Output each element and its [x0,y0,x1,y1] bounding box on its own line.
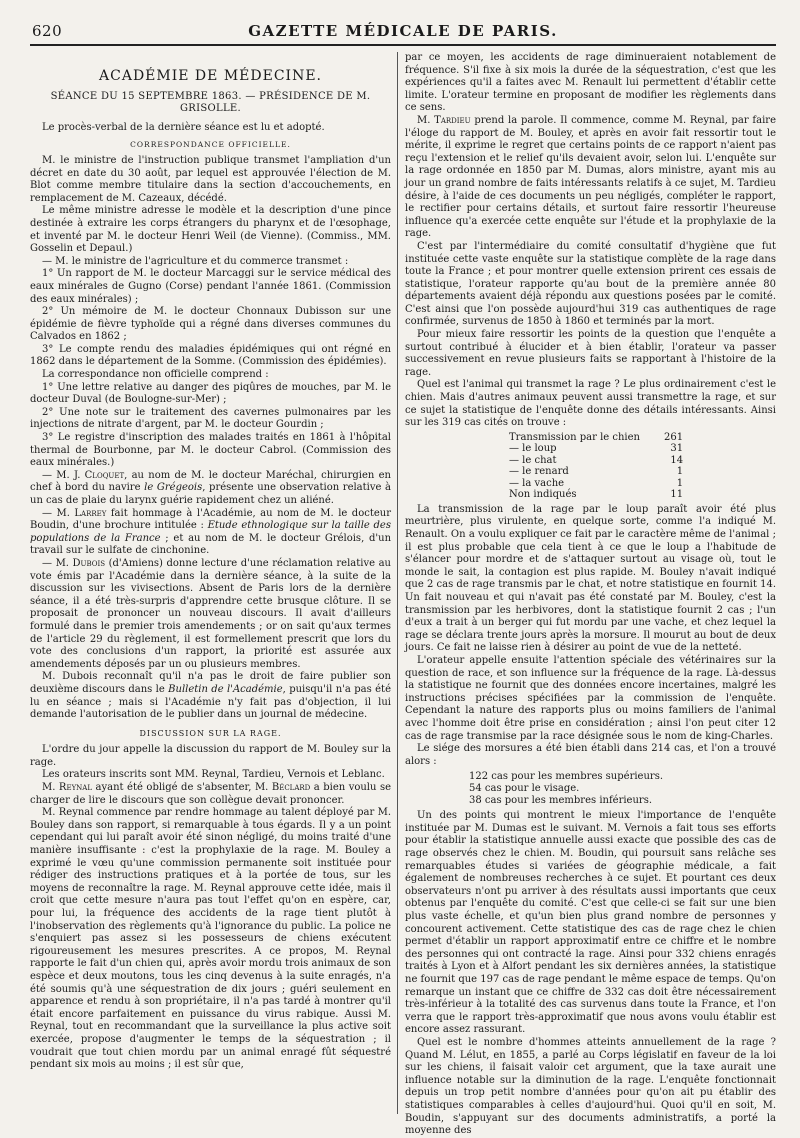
table-row: — le chat 14 [509,454,684,466]
table-row: — le loup 31 [509,443,684,455]
column-divider [397,52,398,1114]
speaker-name: M. Dubois [55,557,106,569]
paragraph: La correspondance non officielle comprend : [42,369,269,381]
paragraph: — M. le ministre de l'agriculture et du commerce transmet : [42,255,349,267]
list-item: 54 cas pour le visage. [469,783,580,795]
paragraph: 3° Le registre d'inscription des malades traités en 1861 à l'hôpital thermal de Bourbonne, par M. le docteur Cabrol. (Commission des eaux minérales.) [30,432,391,469]
paragraph: 1° Une lettre relative au danger des piqûres de mouches, par M. le docteur Duval (de Boulogne-sur-Mer) ; [30,381,391,406]
paragraph: Un des points qui montrent le mieux l'importance de l'enquête instituée par M. Dumas est le suivant. M. Vernois a fait tous ses efforts pour établir la statistique annuelle aussi exacte que possible des cas de rage observés chez le chien. M. Boudin, qui poursuit sans relâche ses remarquables études si variées de géographie médicale, a fait également de nombreuses recherches à ce sujet. Et pourtant ces deux observateurs n'ont pu arriver à des résultats aussi importants que ceux obtenus par l'enquête du comité. C'est que celle-ci se fait sur une bien plus vaste échelle, et qu'un bien plus grand nombre de personnes y concourent activement. Cette statistique des cas de rage chez le chien permet d'établir un rapport approximatif entre ce chiffre et le nombre des personnes qui ont contracté la rage. Ainsi pour 332 chiens enragés traités à Lyon et à Alfort pendant les six dernières années, la statistique ne fournit que 197 cas de rage pendant le même espace de temps. Qu'on remarque un instant que ce chiffre de 332 cas doit être nécessairement très-inférieur à la totalité des cas survenus dans toute la France, et l'on verra que le rapport très-approximatif que nous avons voulu établir est encore assez rassurant. [405,810,776,1036]
paragraph: Le siége des morsures a été bien établi dans 214 cas, et l'on a trouvé alors : [405,743,776,767]
page-header [30,18,776,46]
table-row: Non indiqués 11 [509,489,684,501]
paragraph: M. Reynal ayant été obligé de s'absenter, M. Béclard a bien voulu se charger de lire le discours que son collègue devait prononcer. [30,782,392,806]
brochure-title: Etude ethnologique sur la taille des populations de la France [30,520,391,544]
paragraph: Le procès-verbal de la dernière séance est lu et adopté. [42,121,325,133]
paragraph: — M. J. Cloquet, au nom de M. le docteur Maréchal, chirurgien en chef à bord du navire le Grégeois, présente une observation relative à un cas de plaie du larynx guérie rapidement chez un aliéné. [30,469,392,506]
speaker-name: M. Béclard [254,782,311,794]
table-row: — la vache 1 [509,477,684,489]
paragraph: Quel est le nombre d'hommes atteints annuellement de la rage ? Quand M. Lélut, en 1855, a parlé au Corps législatif en faveur de la loi sur les chiens, il faisait valoir cet argument, que la taxe aurait une influence notable sur la diminution de la rage. L'enquête fonctionnait depuis un trop petit nombre d'années pour qu'on ait pu établir des statistiques comparables à celles d'aujourd'hui. Quoi qu'il en soit, M. Boudin, s'appuyant sur des documents administratifs, a porté la moyenne des [405,1036,776,1137]
subheading-correspondance: CORRESPONDANCE OFFICIELLE. [130,140,291,150]
list-item: 38 cas pour les membres inférieurs. [469,795,653,807]
paragraph: M. le ministre de l'instruction publique transmet l'ampliation d'un décret en date du 30 août, par lequel est approuvée l'élection de M. Blot comme membre titulaire dans la section d'accouchements, en remplacement de M. Cazeaux, décédé. [30,154,391,204]
paragraph: M. Reynal commence par rendre hommage au talent déployé par M. Bouley dans son rapport, si remarquable à tous égards. Il y a un point cependant qui lui paraît avoir été sinon négligé, du moins traité d'une manière insuffisante : c'est la prophylaxie de la rage. M. Bouley a exprimé le vœu qu'une commission permanente soit instituée pour rédiger des instructions pratiques et à la portée de tous, sur les moyens de reconnaître la rage. M. Reynal approuve cette idée, mais il croit que cette mesure n'aura pas tout l'effet qu'on en espère, car, pour lui, la fréquence des accidents de la rage tient plutôt à l'inobservation des règlements qu'à l'ignorance du public. La police ne s'enquiert pas assez si les possesseurs de chiens exécutent rigoureusement les mesures prescrites. A ce propos, M. Reynal rapporte le fait d'un chien qui, après avoir mordu trois animaux de son espèce et deux moutons, tous les cinq devenus à la suite enragés, n'a été soumis qu'à une séquestration de dix jours ; guéri seulement en apparence et rendu à son propriétaire, il n'a pas tardé à montrer qu'il était encore parfaitement en puissance du virus rabique. Aussi M. Reynal, tout en recommandant que la surveillance la plus active soit exercée, propose d'augmenter le temps de la séquestration ; il voudrait que tout chien mordu par un animal enragé fût séquestré pendant six mois au moins ; il est sûr que, [30,807,391,1071]
table-row: Transmission par le chien 261 [509,431,684,443]
table-row: — le renard 1 [509,466,684,478]
paragraph: — M. Larrey fait hommage à l'Académie, au nom de M. le docteur Boudin, d'une brochure intitulée : Etude ethnologique sur la taille des populations de la France ; et au nom de M. le docteur Grélois, d'un travail sur le sulfate de cinchonine. [30,507,392,557]
section-heading: ACADÉMIE DE MÉDECINE. [99,68,322,84]
speaker-name: M. J. Cloquet [56,469,125,481]
paragraph: 2° Une note sur le traitement des cavernes pulmonaires par les injections de nitrate d'argent, par M. le docteur Gourdin ; [30,406,391,431]
speaker-name: M. Larrey [56,507,107,519]
paragraph: Quel est l'animal qui transmet la rage ? Le plus ordinairement c'est le chien. Mais d'autres animaux peuvent aussi transmettre la rage, et sur ce sujet la statistique de l'enquête donne des détails intéressants. Ainsi sur les 319 cas cités on trouve : [405,379,776,429]
right-column [405,52,776,1137]
paragraph: 1° Un rapport de M. le docteur Marcaggi sur le service médical des eaux minérales de Gugno (Corse) pendant l'année 1861. (Commission des eaux minérales) ; [30,268,391,305]
seance-line: SÉANCE DU 15 SEPTEMBRE 1863. — PRÉSIDENCE DE M. GRISOLLE. [50,90,371,115]
paragraph: C'est par l'intermédiaire du comité consultatif d'hygiène que fut instituée cette vaste enquête sur la statistique complète de la rage dans toute la France ; et pour montrer quelle extension prirent ces essais de statistique, l'orateur rapporte qu'au bout de la première année 80 départements avaient déjà répondu aux questions posées par le comité. C'est ainsi que l'on possède aujourd'hui 319 cas authentiques de rage confirmée, survenus de 1850 à 1860 et terminés par la mort. [405,240,776,328]
paragraph: — M. Dubois (d'Amiens) donne lecture d'une réclamation relative au vote émis par l'Académie dans la dernière séance, à la suite de la discussion sur les vivisections. Absent de Paris lors de la dernière séance, il a été très-surpris d'apprendre cette brusque clôture. Il se proposait de prononcer un nouveau discours. Il avait d'ailleurs formulé dans le premier trois amendements ; or on sait qu'aux termes de l'article 29 du règlement, il est formellement prescrit que lors du vote des conclusions d'un rapport, la priorité est assurée aux amendements déposés par un ou plusieurs membres. [30,557,391,670]
paragraph: L'orateur appelle ensuite l'attention spéciale des vétérinaires sur la question de race, et son influence sur la fréquence de la rage. Là-dessus la statistique ne fournit que des données encore incertaines, malgré les instructions précises spécifiées par la commission de l'enquête. Cependant la nature des rapports plus ou moins familiers de l'animal avec l'homme doit être prise en considération ; ainsi l'on peut citer 12 cas de rage transmise par la race désignée sous le nom de king-Charles. [405,654,776,742]
bulletin-title: Bulletin de l'Académie [168,683,283,695]
paragraph: M. Dubois reconnaît qu'il n'a pas le droit de faire publier son deuxième discours dans le Bulletin de l'Académie, puisqu'il n'a pas été lu en séance ; mais si l'Académie n'y fait pas d'objection, il lui demande l'autorisation de le publier dans un journal de médecine. [30,671,391,721]
paragraph: 3° Le compte rendu des maladies épidémiques qui ont régné en 1862 dans le département de la Somme. (Commission des épidémies). [30,343,391,368]
bite-sites-list [469,771,776,807]
paragraph: M. Tardieu prend la parole. Il commence, comme M. Reynal, par faire l'éloge du rapport de M. Bouley, et après en avoir fait ressortir tout le mérite, il exprime le regret que certains points de ce rapport n'aient pas reçu l'extension et le relief qu'ils devaient avoir, selon lui. L'enquête sur la rage ordonnée en 1850 par M. Dumas, alors ministre, ayant mis au jour un grand nombre de faits intéressants relatifs à ce sujet, M. Tardieu désire, à l'aide de ces documents un peu négligés, compléter le rapport, le rectifier pour certains détails, et surtout faire ressortir l'heureuse influence qu'a exercée cette enquête sur l'étude et la prophylaxie de la rage. [405,114,776,240]
paragraph: 2° Un mémoire de M. le docteur Chonnaux Dubisson sur une épidémie de fièvre typhoïde qui a régné dans diverses communes du Calvados en 1862 ; [30,306,391,343]
transmission-table [505,432,687,501]
paragraph: L'ordre du jour appelle la discussion du rapport de M. Bouley sur la rage. [30,744,391,768]
journal-title: GAZETTE MÉDICALE DE PARIS. [248,22,558,40]
left-column [30,52,391,1116]
paragraph: Pour mieux faire ressortir les points de la question que l'enquête a surtout contribué à élucider et à bien établir, l'orateur va passer successivement en revue plusieurs faits se rapportant à l'histoire de la rage. [405,329,776,378]
paragraph: par ce moyen, les accidents de rage diminueraient notablement de fréquence. S'il fixe à six mois la durée de la séquestration, c'est que les expériences qu'il a faites avec M. Renault lui permettent d'établir cette limite. L'orateur termine en proposant de modifier les règlements dans ce sens. [405,52,776,114]
page-number: 620 [32,22,63,40]
paragraph: Le même ministre adresse le modèle et la description d'une pince destinée à extraire les corps étrangers du pharynx et de l'œsophage, et inventé par M. le docteur Henri Weil (de Vienne). (Commiss., MM. Gosselin et Depaul.) [30,205,391,255]
ship-name: le Grégeois [144,482,203,494]
subheading-discussion: DISCUSSION SUR LA RAGE. [139,728,282,738]
list-item: 122 cas pour les membres supérieurs. [469,771,663,783]
paragraph: La transmission de la rage par le loup paraît avoir été plus meurtrière, plus virulente, en quelque sorte, comme l'a indiqué M. Renault. On a voulu expliquer ce fait par le caractère même de l'animal ; il est plus probable que cela tient à ce que le loup a l'habitude de s'élancer pour mordre et de s'attaquer surtout au visage où, tout le monde le sait, la contagion est plus rapide. M. Bouley n'avait indiqué que 2 cas de rage transmis par le chat, et notre statistique en fournit 14. Un fait nouveau et qui n'avait pas été constaté par M. Bouley, c'est la transmission par les herbivores, dont la statistique fournit 2 cas ; l'un d'eux a trait à un berger qui fut mordu par une vache, et chez lequel la rage se déclara trente jours après la morsure. Il mourut au bout de deux jours. Ce fait ne laisse rien à désirer au point de vue de la netteté. [405,503,776,654]
speaker-name: M. Reynal [42,782,93,794]
paragraph: Les orateurs inscrits sont MM. Reynal, Tardieu, Vernois et Leblanc. [42,769,385,781]
speaker-name: M. Tardieu [417,114,471,126]
